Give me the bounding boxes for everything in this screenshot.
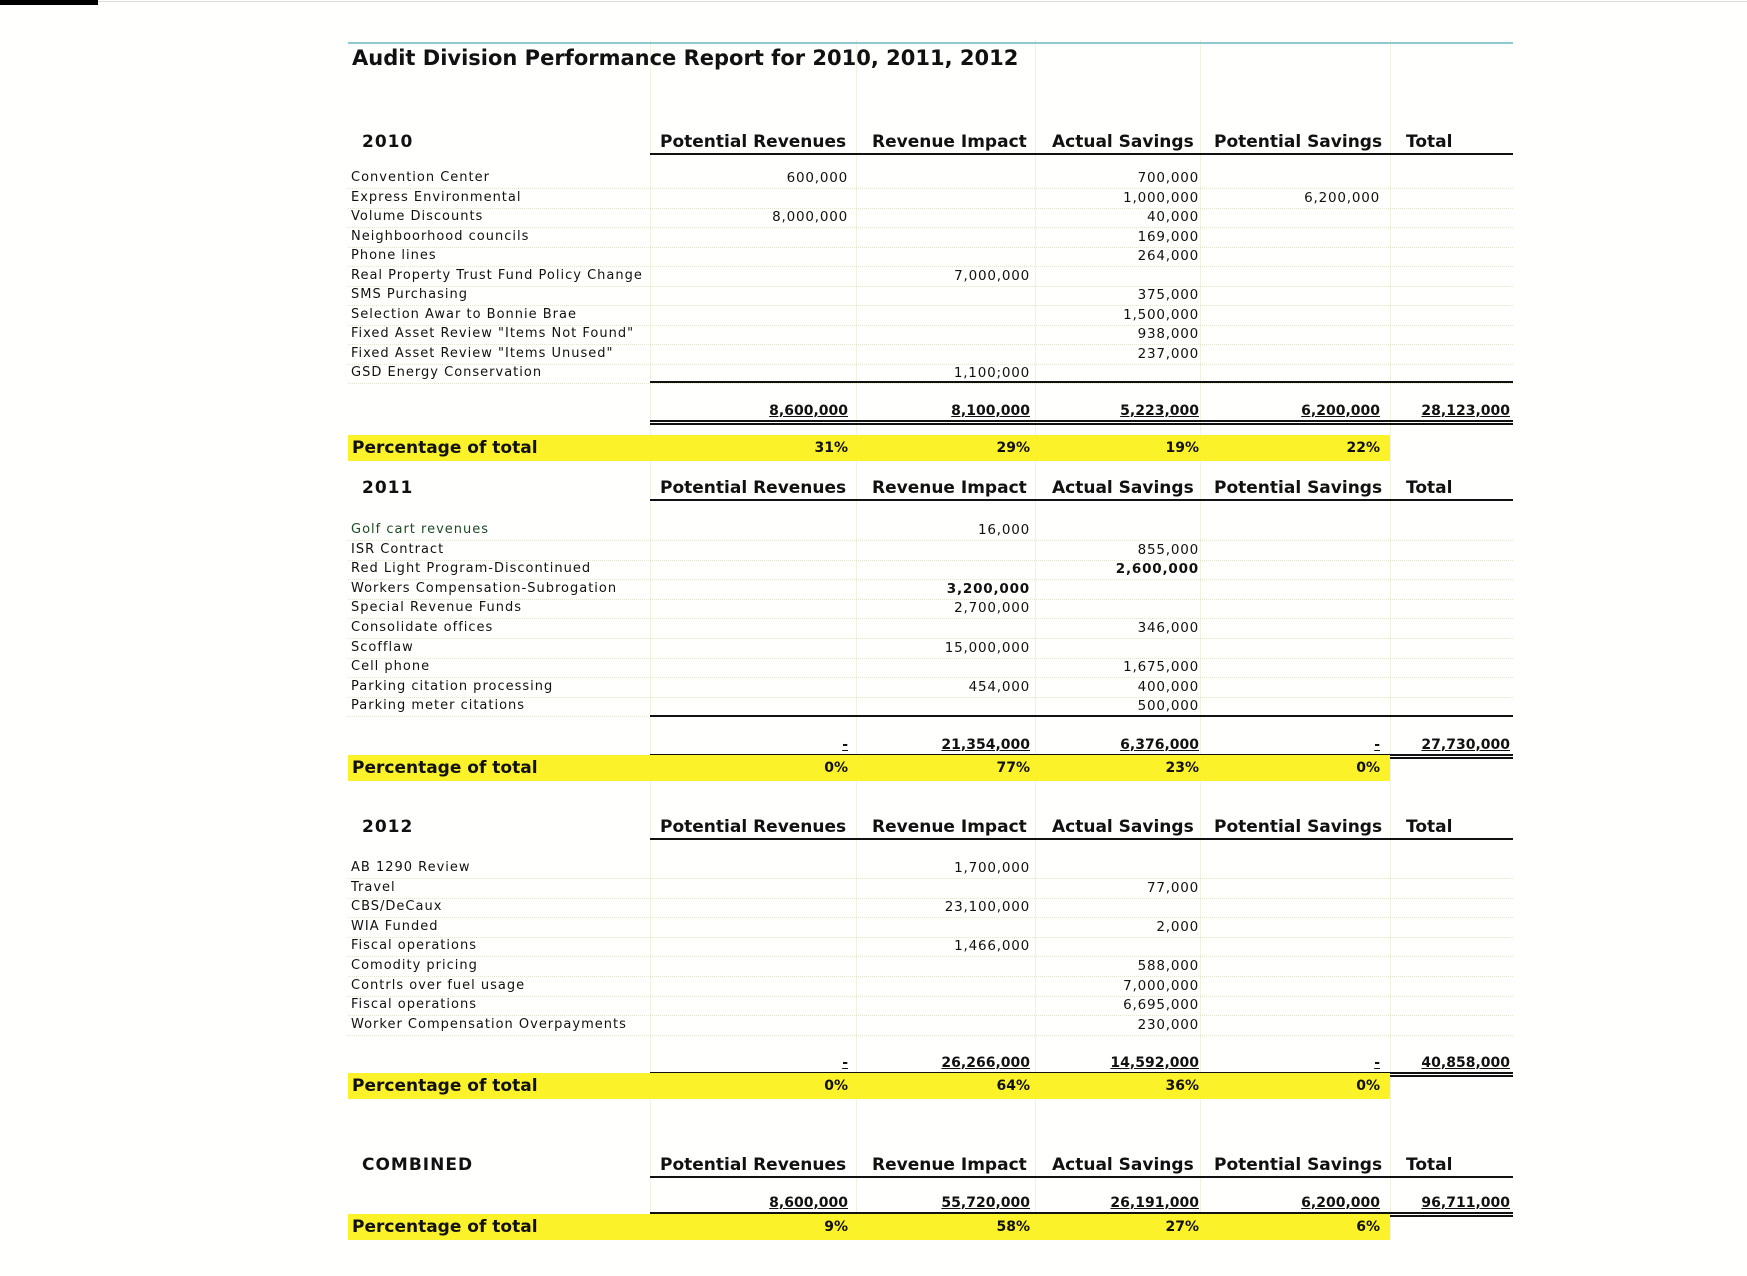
section-year-label: 2010 [362, 132, 414, 152]
cell-as: 77,000 [1146, 879, 1199, 896]
col-header-potential-revenues: Potential Revenues [660, 1155, 847, 1175]
table-row [348, 246, 1513, 267]
cell-as: 855,000 [1137, 541, 1199, 558]
table-row [348, 618, 1513, 639]
report-title: Audit Division Performance Report for 2010, 2011, 2012 [352, 46, 1019, 70]
header-underline [650, 499, 1513, 501]
row-label: Selection Awar to Bonnie Brae [351, 306, 577, 322]
total-total: 96,711,000 [1421, 1195, 1510, 1211]
col-header-total: Total [1406, 132, 1453, 152]
col-header-potential-savings: Potential Savings [1214, 478, 1383, 498]
row-label: Fiscal operations [351, 938, 477, 954]
percentage-as: 23% [1165, 760, 1199, 776]
report-sheet [348, 40, 1513, 1240]
row-label: Fixed Asset Review "Items Not Found" [351, 326, 635, 341]
row-label: Red Light Program-Discontinued [351, 561, 592, 577]
table-row [348, 897, 1513, 918]
percentage-pr: 31% [814, 440, 848, 456]
percentage-ri: 58% [996, 1219, 1030, 1235]
percentage-pr: 0% [824, 760, 848, 776]
table-row [348, 936, 1513, 957]
row-label: Cell phone [351, 659, 431, 675]
percentage-of-total-label: Percentage of total [352, 758, 538, 778]
cell-ri: 3,200,000 [946, 580, 1030, 597]
total-ri: 26,266,000 [941, 1055, 1030, 1071]
total-ri: 21,354,000 [941, 737, 1030, 753]
cell-as: 700,000 [1137, 170, 1199, 186]
percentage-ps: 0% [1356, 760, 1380, 776]
section-header-row [348, 477, 1513, 499]
col-header-potential-revenues: Potential Revenues [660, 132, 847, 152]
table-row [348, 1015, 1513, 1036]
cell-ri: 1,100;000 [953, 365, 1030, 381]
col-header-revenue-impact: Revenue Impact [872, 132, 1027, 152]
percentage-ri: 29% [996, 440, 1030, 456]
cell-as: 40,000 [1146, 209, 1199, 225]
cell-as: 346,000 [1137, 620, 1199, 636]
percentage-of-total-label: Percentage of total [352, 1217, 538, 1237]
row-label: Travel [351, 879, 396, 895]
table-row [348, 976, 1513, 997]
col-header-potential-savings: Potential Savings [1214, 1155, 1383, 1175]
percentage-ps: 0% [1356, 1078, 1380, 1094]
table-row [348, 917, 1513, 938]
total-ri: 8,100,000 [951, 403, 1030, 419]
row-label: WIA Funded [351, 918, 439, 934]
cell-as: 500,000 [1137, 698, 1199, 715]
subtotal-rule [650, 715, 1513, 717]
row-label: Parking meter citations [351, 698, 526, 714]
percentage-ps: 6% [1356, 1219, 1380, 1235]
row-label: Express Environmental [351, 189, 522, 205]
title-rule [348, 42, 1513, 44]
col-header-actual-savings: Actual Savings [1052, 1155, 1194, 1175]
cell-ri: 23,100,000 [944, 899, 1030, 916]
table-row [348, 858, 1513, 879]
col-header-potential-revenues: Potential Revenues [660, 817, 847, 837]
percentage-as: 19% [1165, 440, 1199, 456]
table-row [348, 579, 1513, 600]
cell-ri: 454,000 [968, 678, 1030, 695]
total-as: 6,376,000 [1120, 737, 1199, 753]
table-row [348, 657, 1513, 678]
row-label: Convention Center [351, 170, 490, 185]
col-header-total: Total [1406, 817, 1453, 837]
row-label: Volume Discounts [351, 209, 484, 224]
total-ps: - [1374, 1055, 1380, 1071]
col-header-potential-savings: Potential Savings [1214, 817, 1383, 837]
table-row [348, 540, 1513, 561]
row-label: Special Revenue Funds [351, 600, 522, 616]
total-as: 14,592,000 [1110, 1055, 1199, 1071]
cell-as: 1,000,000 [1123, 189, 1199, 206]
table-row [348, 266, 1513, 287]
percentage-ps: 22% [1346, 440, 1380, 456]
col-header-potential-revenues: Potential Revenues [660, 478, 847, 498]
table-row [348, 638, 1513, 659]
percentage-of-total-label: Percentage of total [352, 1076, 538, 1096]
row-label: Golf cart revenues [351, 522, 490, 537]
table-row [348, 956, 1513, 977]
total-total: 27,730,000 [1421, 737, 1510, 753]
cell-pr: 8,000,000 [772, 209, 848, 225]
cell-as: 169,000 [1137, 228, 1199, 245]
total-pr: 8,600,000 [769, 1195, 848, 1211]
table-row [348, 995, 1513, 1016]
row-label: AB 1290 Review [351, 860, 471, 875]
total-ri: 55,720,000 [941, 1195, 1030, 1211]
row-label: SMS Purchasing [351, 287, 468, 302]
cell-ps: 6,200,000 [1304, 189, 1380, 206]
cell-as: 6,695,000 [1123, 997, 1199, 1014]
col-header-total: Total [1406, 478, 1453, 498]
cell-as: 588,000 [1137, 958, 1199, 974]
total-ps: 6,200,000 [1301, 1195, 1380, 1211]
section-year-label: 2011 [362, 478, 414, 498]
cell-ri: 16,000 [977, 522, 1030, 538]
cell-ri: 7,000,000 [954, 267, 1030, 284]
row-label: Comodity pricing [351, 958, 478, 973]
percentage-pr: 9% [824, 1219, 848, 1235]
row-label: Fixed Asset Review "Items Unused" [351, 345, 614, 361]
col-header-revenue-impact: Revenue Impact [872, 817, 1027, 837]
row-label: Consolidate offices [351, 620, 494, 635]
table-row [348, 677, 1513, 698]
header-underline [650, 1176, 1513, 1178]
scan-edge-mark [0, 0, 98, 5]
table-row [348, 344, 1513, 365]
table-row [348, 207, 1513, 228]
total-total: 40,858,000 [1421, 1055, 1510, 1071]
cell-ri: 15,000,000 [944, 639, 1030, 656]
cell-ri: 2,700,000 [954, 600, 1030, 617]
row-label: Fiscal operations [351, 997, 477, 1013]
header-underline [650, 153, 1513, 155]
cell-pr: 600,000 [786, 170, 848, 186]
cell-ri: 1,700,000 [954, 860, 1030, 876]
col-header-potential-savings: Potential Savings [1214, 132, 1383, 152]
cell-as: 375,000 [1137, 287, 1199, 303]
total-ps: - [1374, 737, 1380, 753]
percentage-ri: 64% [996, 1078, 1030, 1094]
percentage-as: 36% [1165, 1078, 1199, 1094]
table-row [348, 324, 1513, 345]
scan-edge-line [98, 1, 1747, 2]
cell-as: 264,000 [1137, 248, 1199, 264]
col-header-actual-savings: Actual Savings [1052, 817, 1194, 837]
row-label: ISR Contract [351, 541, 445, 557]
header-underline [650, 838, 1513, 840]
cell-ri: 1,466,000 [954, 938, 1030, 955]
total-pr: - [842, 737, 848, 753]
section-year-label: 2012 [362, 817, 414, 837]
cell-as: 7,000,000 [1123, 977, 1199, 994]
table-row [348, 188, 1513, 209]
total-pr: - [842, 1055, 848, 1071]
row-label: GSD Energy Conservation [351, 365, 543, 380]
percentage-ri: 77% [996, 760, 1030, 776]
col-header-revenue-impact: Revenue Impact [872, 478, 1027, 498]
cell-as: 230,000 [1137, 1016, 1199, 1033]
cell-as: 1,500,000 [1123, 306, 1199, 323]
total-ps: 6,200,000 [1301, 403, 1380, 419]
table-row [348, 520, 1513, 541]
col-header-actual-savings: Actual Savings [1052, 478, 1194, 498]
row-label: CBS/DeCaux [351, 899, 443, 915]
cell-as: 2,600,000 [1115, 561, 1199, 578]
double-total-rule [650, 420, 1513, 425]
cell-as: 237,000 [1137, 345, 1199, 362]
col-header-revenue-impact: Revenue Impact [872, 1155, 1027, 1175]
percentage-of-total-label: Percentage of total [352, 438, 538, 458]
section-year-label: COMBINED [362, 1155, 474, 1175]
table-row [348, 168, 1513, 189]
cell-as: 938,000 [1137, 326, 1199, 342]
cell-as: 400,000 [1137, 678, 1199, 695]
row-label: Phone lines [351, 248, 437, 263]
row-label: Workers Compensation-Subrogation [351, 580, 618, 596]
row-label: Worker Compensation Overpayments [351, 1016, 627, 1032]
row-label: Contrls over fuel usage [351, 977, 526, 993]
total-total: 28,123,000 [1421, 403, 1510, 419]
col-header-total: Total [1406, 1155, 1453, 1175]
total-pr: 8,600,000 [769, 403, 848, 419]
row-label: Parking citation processing [351, 678, 554, 694]
row-label: Real Property Trust Fund Policy Change [351, 267, 643, 283]
table-row [348, 598, 1513, 619]
cell-as: 1,675,000 [1123, 659, 1199, 676]
percentage-pr: 0% [824, 1078, 848, 1094]
row-label: Scofflaw [351, 639, 414, 655]
section-header-row [348, 816, 1513, 838]
table-row [348, 227, 1513, 248]
table-row [348, 285, 1513, 306]
section-header-row [348, 131, 1513, 153]
percentage-as: 27% [1165, 1219, 1199, 1235]
section-header-row [348, 1154, 1513, 1176]
cell-as: 2,000 [1156, 918, 1199, 935]
table-row [348, 559, 1513, 580]
total-as: 5,223,000 [1120, 403, 1199, 419]
table-row [348, 878, 1513, 899]
table-row [348, 305, 1513, 326]
total-as: 26,191,000 [1110, 1195, 1199, 1211]
row-label: Neighboorhood councils [351, 228, 530, 244]
subtotal-rule [650, 381, 1513, 383]
col-header-actual-savings: Actual Savings [1052, 132, 1194, 152]
